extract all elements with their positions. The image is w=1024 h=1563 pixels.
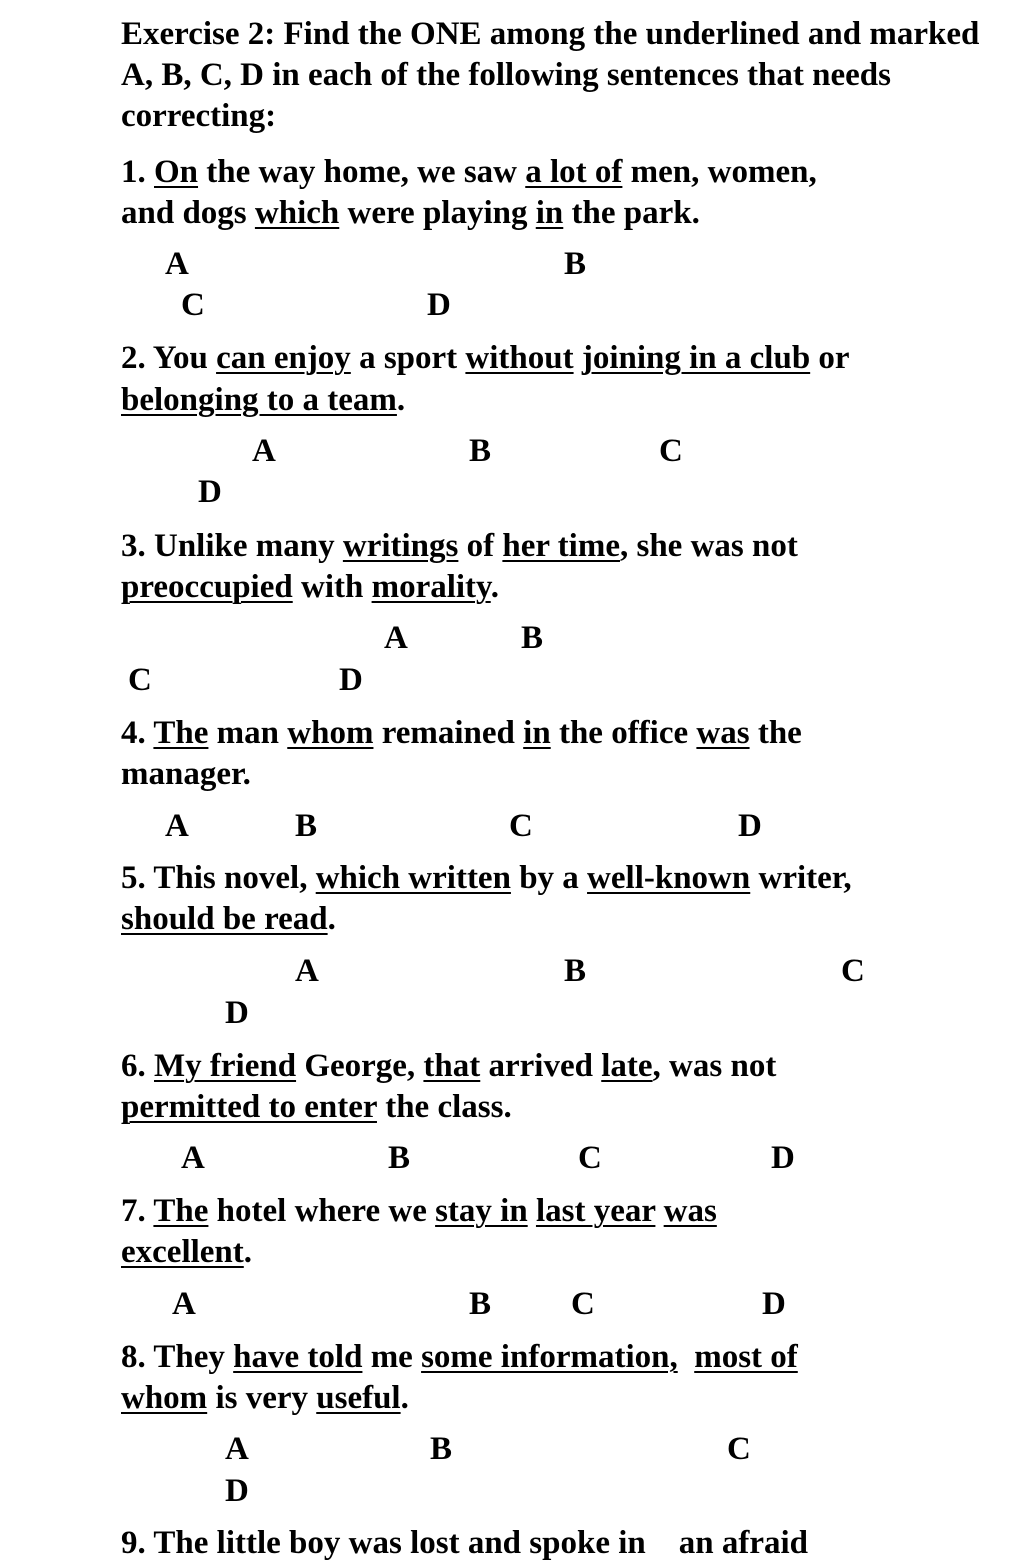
q1-option-c: C	[181, 287, 205, 323]
q8-text: 8. They	[121, 1339, 234, 1375]
q1-underlined-on: On	[154, 154, 199, 190]
q4-text: remained	[373, 715, 524, 751]
q4-text: the office	[550, 715, 697, 751]
q3-line-1	[121, 526, 798, 566]
q8-underlined-useful: useful	[316, 1380, 401, 1416]
q7-text: hotel where we	[208, 1193, 436, 1229]
q3-text: of	[458, 528, 503, 564]
q1-number: 1.	[121, 154, 154, 190]
q1-underlined-in: in	[535, 195, 564, 231]
q7-text	[528, 1193, 536, 1229]
q9-line-1	[121, 1523, 808, 1563]
q1-text: the way home, we saw	[198, 154, 526, 190]
q5-text: .	[327, 901, 336, 937]
q4-text: man	[208, 715, 288, 751]
q4-text: the	[749, 715, 802, 751]
q7-option-d: D	[762, 1286, 786, 1322]
q4-number: 4.	[121, 715, 154, 751]
q2-text: or	[810, 340, 850, 376]
q4-line-2	[121, 754, 251, 794]
q7-underlined-was: was	[663, 1193, 717, 1229]
q5-option-b: B	[564, 953, 587, 989]
q7-line-2	[121, 1232, 252, 1272]
q7-option-a: A	[172, 1286, 196, 1322]
q8-text: me	[362, 1339, 422, 1375]
q5-underlined-which-written: which written	[315, 860, 511, 896]
q5-underlined-should-be-read: should be read	[121, 901, 328, 937]
q7-line-1	[121, 1191, 717, 1231]
q1-underlined-a-lot-of: a lot of	[525, 154, 623, 190]
q8-line-1	[121, 1337, 798, 1377]
q6-text: arrived	[480, 1048, 602, 1084]
q7-option-b: B	[469, 1286, 492, 1322]
q2-option-b: B	[469, 433, 492, 469]
q8-underlined-some-information: some information,	[421, 1339, 678, 1375]
q3-underlined-preoccupied: preoccupied	[121, 569, 293, 605]
q5-text: 5. This novel,	[121, 860, 316, 896]
q5-line-2	[121, 899, 336, 939]
q5-text: by a	[510, 860, 588, 896]
q4-option-a: A	[165, 808, 189, 844]
q3-underlined-her-time: her time	[502, 528, 620, 564]
q4-underlined-was: was	[696, 715, 750, 751]
q8-option-b: B	[430, 1431, 453, 1467]
q1-underlined-which: which	[254, 195, 340, 231]
q4-underlined-the: The	[153, 715, 209, 751]
q6-underlined-permitted: permitted to enter	[121, 1089, 377, 1125]
q8-option-c: C	[727, 1431, 751, 1467]
q8-underlined-whom: whom	[121, 1380, 208, 1416]
q6-number: 6.	[121, 1048, 154, 1084]
q1-line-2	[121, 193, 700, 233]
q5-text: writer,	[750, 860, 852, 896]
q2-line-2	[121, 380, 405, 420]
q7-underlined-excellent: excellent	[121, 1234, 244, 1270]
q8-option-d: D	[225, 1473, 249, 1509]
q7-underlined-stay-in: stay in	[435, 1193, 528, 1229]
q2-underlined-without: without	[465, 340, 574, 376]
q2-option-d: D	[198, 474, 222, 510]
q1-text: men, women,	[622, 154, 817, 190]
q1-option-d: D	[427, 287, 451, 323]
q2-text: 2. You	[121, 340, 217, 376]
q6-text: George,	[296, 1048, 424, 1084]
q2-text	[574, 340, 582, 376]
q2-option-c: C	[659, 433, 683, 469]
q3-underlined-writings: writings	[342, 528, 459, 564]
q4-option-b: B	[295, 808, 318, 844]
q2-underlined-belonging: belonging to a team	[121, 382, 397, 418]
q1-line-1	[121, 152, 817, 192]
q2-underlined-joining: joining in a club	[581, 340, 811, 376]
q4-option-d: D	[738, 808, 762, 844]
q8-text: .	[400, 1380, 409, 1416]
q6-underlined-my-friend: My friend	[154, 1048, 297, 1084]
q8-text	[678, 1339, 695, 1375]
q2-line-1	[121, 338, 850, 378]
q5-option-a: A	[295, 953, 319, 989]
q6-option-c: C	[578, 1140, 602, 1176]
q3-option-b: B	[521, 620, 544, 656]
q2-underlined-can-enjoy: can enjoy	[216, 340, 351, 376]
q3-text: with	[292, 569, 372, 605]
q2-text: .	[396, 382, 406, 418]
q6-line-1	[121, 1046, 776, 1086]
q3-line-2	[121, 567, 499, 607]
q3-underlined-morality: morality	[371, 569, 491, 605]
q3-text: , she was not	[619, 528, 798, 564]
q3-option-c: C	[128, 662, 152, 698]
q5-option-d: D	[225, 995, 249, 1031]
q5-option-c: C	[841, 953, 865, 989]
q9-text: 9. The little boy was lost and spoke in an afraid	[121, 1525, 809, 1561]
q5-underlined-well-known: well-known	[587, 860, 751, 896]
q8-text: is very	[207, 1380, 317, 1416]
q1-option-b: B	[564, 246, 587, 282]
q7-underlined-last-year: last year	[535, 1193, 656, 1229]
q7-text: .	[243, 1234, 253, 1270]
q1-text: the park.	[563, 195, 700, 231]
q3-text: 3. Unlike many	[121, 528, 343, 564]
q6-option-d: D	[771, 1140, 795, 1176]
q6-underlined-that: that	[423, 1048, 481, 1084]
q8-underlined-most-of: most of	[694, 1339, 798, 1375]
q2-text: a sport	[350, 340, 466, 376]
q5-line-1	[121, 858, 852, 898]
q4-line-1	[121, 713, 802, 753]
q6-line-2	[121, 1087, 512, 1127]
q6-option-b: B	[388, 1140, 411, 1176]
q3-text: .	[490, 569, 499, 605]
q6-text: the class.	[376, 1089, 512, 1125]
q1-option-a: A	[165, 246, 189, 282]
q1-text: and dogs	[121, 195, 255, 231]
q4-underlined-whom: whom	[287, 715, 374, 751]
q8-line-2	[121, 1378, 409, 1418]
q4-option-c: C	[509, 808, 533, 844]
q2-option-a: A	[252, 433, 276, 469]
q7-underlined-the: The	[153, 1193, 209, 1229]
q7-text	[655, 1193, 663, 1229]
q3-option-d: D	[339, 662, 363, 698]
exercise-title: Exercise 2: Find the ONE among the underlined and marked A, B, C, D in each of the following sentences that needs correcting:	[121, 16, 980, 134]
q8-underlined-have-told: have told	[233, 1339, 363, 1375]
q3-option-a: A	[384, 620, 408, 656]
q6-text: , was not	[652, 1048, 777, 1084]
q1-text: were playing	[339, 195, 536, 231]
q7-option-c: C	[571, 1286, 595, 1322]
q6-underlined-late: late	[601, 1048, 653, 1084]
q8-option-a: A	[225, 1431, 249, 1467]
q4-underlined-in: in	[523, 715, 551, 751]
q7-number: 7.	[121, 1193, 154, 1229]
q4-text: manager.	[121, 756, 251, 792]
q6-option-a: A	[181, 1140, 205, 1176]
